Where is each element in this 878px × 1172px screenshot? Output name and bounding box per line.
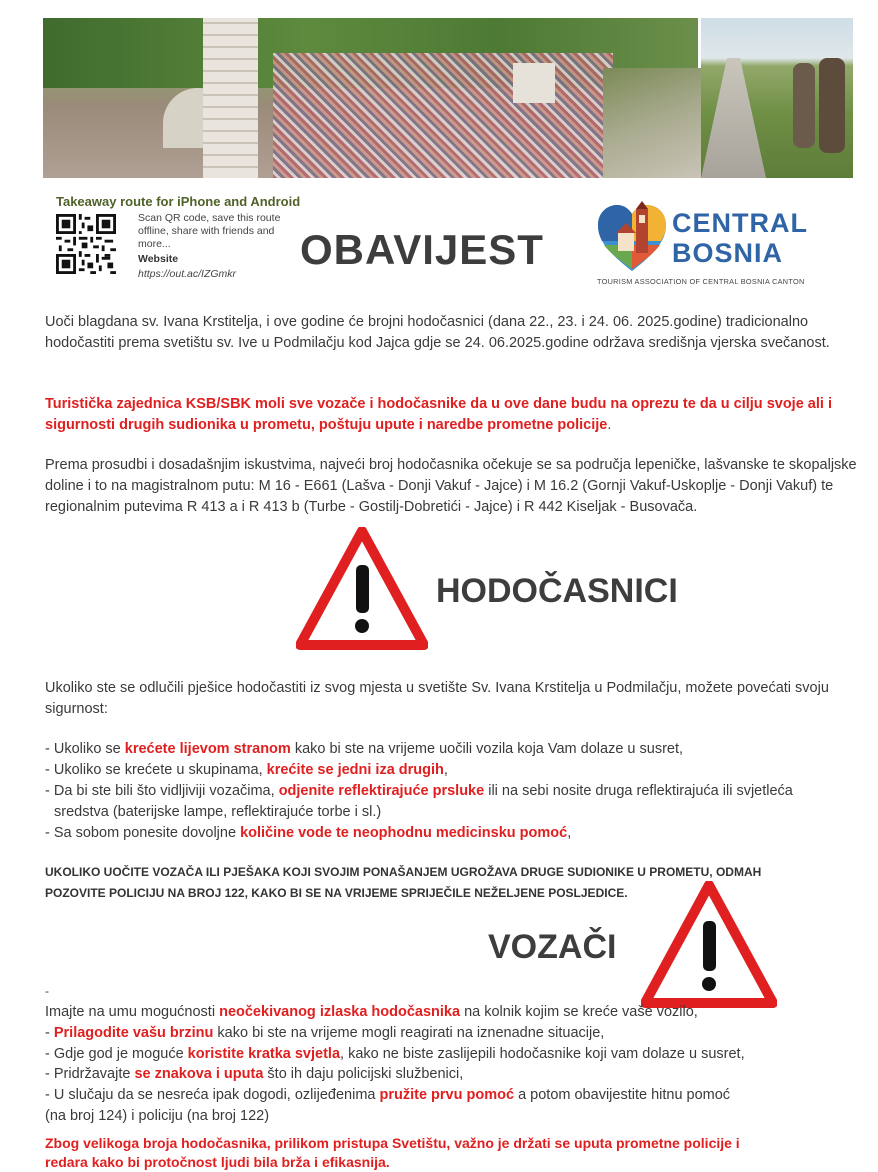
drivers-tip-3: - Gdje god je moguće koristite kratka svjetla, kako ne biste zaslijepili hodočasnike koji vam dolaze u susret,	[45, 1046, 745, 1062]
pilgrims-tip-1: - Ukoliko se krećete lijevom stranom kako bi ste na vrijeme uočili vozila koja Vam dolaze u susret,	[45, 741, 684, 757]
drivers-title: VOZAČI	[488, 928, 617, 966]
drivers-tip-5: - U slučaju da se nesreća ipak dogodi, ozlijeđenima pružite prvu pomoć a potom obavijestite hitnu pomoć	[45, 1087, 731, 1103]
pilgrimage-crowd-photo	[43, 18, 698, 178]
police-notice-line-2: POZOVITE POLICIJU NA BROJ 122, KAKO BI SE NA VRIJEME SPRIJEČILE NEŽELJENE POSLJEDICE.	[45, 886, 628, 900]
pilgrims-tip-3: - Da bi ste bili što vidljiviji vozačima, odjenite reflektirajuće prsluke ili na sebi nosite druga reflektirajuća ili svjetleća	[45, 783, 793, 799]
pilgrims-intro: Ukoliko ste se odlučili pješice hodočastiti iz svog mjesta u svetište Sv. Ivana Krstitelja u Podmilačju, možete povećati svoju sigurnost:	[45, 680, 829, 717]
appeal-period: .	[607, 417, 612, 433]
drivers-tip-2: - Prilagodite vašu brzinu kako bi ste na vrijeme mogli reagirati na iznenadne situacije,	[45, 1025, 605, 1041]
pilgrims-tip-4: - Sa sobom ponesite dovoljne količine vode te neophodnu medicinsku pomoć,	[45, 825, 572, 841]
appeal-paragraph	[45, 394, 860, 436]
scan-instructions: Scan QR code, save this route offline, share with friends and more...	[138, 212, 281, 250]
heart-church-logo-icon	[596, 201, 668, 273]
pilgrims-tip-2: - Ukoliko se krećete u skupinama, krećite se jedni iza drugih,	[45, 762, 448, 778]
drivers-dash: -	[45, 984, 49, 998]
logo-text-central: CENTRAL	[672, 208, 808, 238]
appeal-police-text: , poštuju upute i naredbe prometne policije	[310, 417, 608, 433]
logo-text-bosnia: BOSNIA	[672, 238, 784, 268]
final-notice-line-2: redara kako bi protočnost ljudi bila brža i efikasnija.	[45, 1154, 390, 1170]
pilgrims-title: HODOČASNICI	[436, 572, 678, 610]
hikers-road-photo	[701, 18, 853, 178]
final-notice-line-1: Zbog velikoga broja hodočasnika, prilikom pristupa Svetištu, važno je držati se uputa prometne policije i	[45, 1135, 740, 1151]
drivers-tip-4: - Pridržavajte se znakova i uputa što ih daju policijski službenici,	[45, 1066, 464, 1082]
drivers-tip-1: Imajte na umu mogućnosti neočekivanog izlaska hodočasnika na kolnik kojim se kreće vaše vozilo,	[45, 1004, 698, 1020]
logo-subtitle: TOURISM ASSOCIATION OF CENTRAL BOSNIA CANTON	[597, 277, 805, 286]
intro-paragraph: Uoči blagdana sv. Ivana Krstitelja, i ove godine će brojni hodočasnici (dana 22., 23. i 24. 06. 2025.godine) tradicionalno hodočastiti prema svetištu sv. Ive u Podmilačju kod Jajca gdje se 24. 06.2025.godine održava središnja vjerska svečanost.	[45, 314, 830, 351]
appeal-text: Turistička zajednica KSB/SBK moli sve vozače i hodočasnike da u ove dane budu na oprezu te da u cilju svoje ali i sigurnosti drugih sudionika u prometu	[45, 396, 832, 433]
routes-paragraph: Prema prosudbi i dosadašnjim iskustvima, najveći broj hodočasnika očekuje se sa područja lepeničke, lašvanske te skopaljske doline i to na magistralnom putu: M 16 - E661 (Lašva - Donji Vakuf - Jajce) i M 16.2 (Gornji Vakuf-Uskoplje - Donji Vakuf) te regionalnim putevima R 413 a i R 413 b (Turbe - Gostilj-Dobretići - Jajce) i R 442 Kiseljak - Busovača.	[45, 457, 857, 515]
header-banner	[43, 18, 853, 178]
police-notice-line-1: UKOLIKO UOČITE VOZAČA ILI PJEŠAKA KOJI SVOJIM PONAŠANJEM UGROŽAVA DRUGE SUDIONIKE U PROMETU, ODMAH	[45, 865, 762, 879]
warning-triangle-icon	[296, 527, 428, 651]
takeaway-title: Takeaway route for iPhone and Android	[56, 194, 301, 209]
website-label: Website	[138, 253, 179, 265]
website-link[interactable]: https://out.ac/IZGmkr	[138, 268, 237, 280]
page-title: OBAVIJEST	[300, 226, 544, 273]
drivers-tip-5-continued: (na broj 124) i policiju (na broj 122)	[45, 1108, 270, 1124]
qr-code-icon[interactable]	[56, 214, 116, 274]
pilgrims-tip-3-continued: sredstva (baterijske lampe, reflektirajuće torbe i sl.)	[54, 804, 382, 820]
